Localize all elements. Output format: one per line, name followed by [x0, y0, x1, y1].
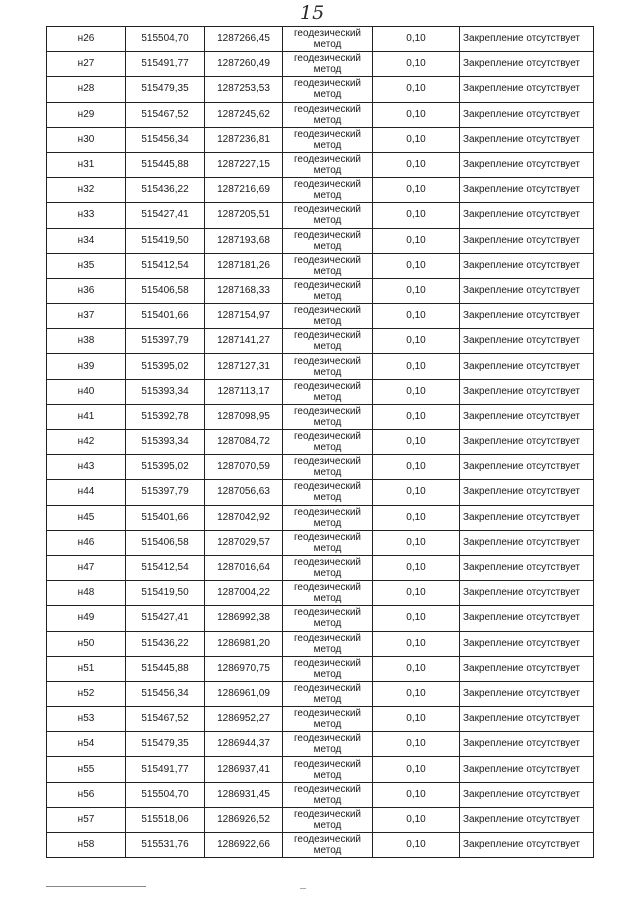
accuracy-cell: 0,10	[373, 480, 460, 505]
y-coordinate-cell: 1287042,92	[205, 505, 283, 530]
point-cell: н41	[47, 404, 126, 429]
accuracy-cell: 0,10	[373, 681, 460, 706]
point-cell: н28	[47, 77, 126, 102]
x-coordinate-cell: 515445,88	[126, 152, 205, 177]
fixing-cell: Закрепление отсутствует	[460, 530, 594, 555]
x-coordinate-cell: 515395,02	[126, 455, 205, 480]
y-coordinate-cell: 1286931,45	[205, 782, 283, 807]
table-row	[47, 52, 594, 77]
accuracy-cell: 0,10	[373, 606, 460, 631]
y-coordinate-cell: 1286992,38	[205, 606, 283, 631]
x-coordinate-cell: 515436,22	[126, 631, 205, 656]
fixing-cell: Закрепление отсутствует	[460, 77, 594, 102]
table-row	[47, 102, 594, 127]
fixing-cell: Закрепление отсутствует	[460, 127, 594, 152]
point-cell: н45	[47, 505, 126, 530]
fixing-cell: Закрепление отсутствует	[460, 833, 594, 858]
accuracy-cell: 0,10	[373, 52, 460, 77]
method-cell: геодезический метод	[283, 379, 373, 404]
table-row	[47, 379, 594, 404]
y-coordinate-cell: 1287004,22	[205, 581, 283, 606]
x-coordinate-cell: 515491,77	[126, 52, 205, 77]
method-cell: геодезический метод	[283, 253, 373, 278]
fixing-cell: Закрепление отсутствует	[460, 430, 594, 455]
table-row	[47, 354, 594, 379]
table-row	[47, 606, 594, 631]
x-coordinate-cell: 515518,06	[126, 807, 205, 832]
method-cell: геодезический метод	[283, 178, 373, 203]
x-coordinate-cell: 515419,50	[126, 581, 205, 606]
method-cell: геодезический метод	[283, 782, 373, 807]
table-row	[47, 757, 594, 782]
method-cell: геодезический метод	[283, 581, 373, 606]
accuracy-cell: 0,10	[373, 707, 460, 732]
point-cell: н43	[47, 455, 126, 480]
y-coordinate-cell: 1287084,72	[205, 430, 283, 455]
y-coordinate-cell: 1287266,45	[205, 27, 283, 52]
accuracy-cell: 0,10	[373, 102, 460, 127]
accuracy-cell: 0,10	[373, 203, 460, 228]
coordinates-table-body	[47, 27, 594, 858]
x-coordinate-cell: 515406,58	[126, 530, 205, 555]
y-coordinate-cell: 1286944,37	[205, 732, 283, 757]
point-cell: н44	[47, 480, 126, 505]
method-cell: геодезический метод	[283, 606, 373, 631]
x-coordinate-cell: 515406,58	[126, 278, 205, 303]
y-coordinate-cell: 1287205,51	[205, 203, 283, 228]
table-row	[47, 732, 594, 757]
method-cell: геодезический метод	[283, 631, 373, 656]
point-cell: н33	[47, 203, 126, 228]
accuracy-cell: 0,10	[373, 430, 460, 455]
point-cell: н36	[47, 278, 126, 303]
table-row	[47, 228, 594, 253]
point-cell: н54	[47, 732, 126, 757]
table-row	[47, 555, 594, 580]
accuracy-cell: 0,10	[373, 404, 460, 429]
x-coordinate-cell: 515531,76	[126, 833, 205, 858]
table-row	[47, 430, 594, 455]
point-cell: н56	[47, 782, 126, 807]
accuracy-cell: 0,10	[373, 782, 460, 807]
table-row	[47, 455, 594, 480]
table-row	[47, 631, 594, 656]
accuracy-cell: 0,10	[373, 27, 460, 52]
table-row	[47, 807, 594, 832]
y-coordinate-cell: 1287260,49	[205, 52, 283, 77]
y-coordinate-cell: 1287127,31	[205, 354, 283, 379]
y-coordinate-cell: 1287168,33	[205, 278, 283, 303]
x-coordinate-cell: 515427,41	[126, 203, 205, 228]
method-cell: геодезический метод	[283, 127, 373, 152]
y-coordinate-cell: 1286937,41	[205, 757, 283, 782]
fixing-cell: Закрепление отсутствует	[460, 304, 594, 329]
point-cell: н30	[47, 127, 126, 152]
x-coordinate-cell: 515491,77	[126, 757, 205, 782]
fixing-cell: Закрепление отсутствует	[460, 631, 594, 656]
accuracy-cell: 0,10	[373, 278, 460, 303]
point-cell: н26	[47, 27, 126, 52]
table-row	[47, 27, 594, 52]
method-cell: геодезический метод	[283, 430, 373, 455]
x-coordinate-cell: 515412,54	[126, 555, 205, 580]
fixing-cell: Закрепление отсутствует	[460, 782, 594, 807]
y-coordinate-cell: 1287154,97	[205, 304, 283, 329]
table-row	[47, 253, 594, 278]
x-coordinate-cell: 515445,88	[126, 656, 205, 681]
fixing-cell: Закрепление отсутствует	[460, 455, 594, 480]
x-coordinate-cell: 515456,34	[126, 681, 205, 706]
y-coordinate-cell: 1287141,27	[205, 329, 283, 354]
x-coordinate-cell: 515397,79	[126, 329, 205, 354]
accuracy-cell: 0,10	[373, 329, 460, 354]
fixing-cell: Закрепление отсутствует	[460, 581, 594, 606]
point-cell: н50	[47, 631, 126, 656]
y-coordinate-cell: 1286961,09	[205, 681, 283, 706]
point-cell: н49	[47, 606, 126, 631]
table-row	[47, 329, 594, 354]
point-cell: н57	[47, 807, 126, 832]
method-cell: геодезический метод	[283, 505, 373, 530]
coordinates-table	[46, 26, 594, 858]
accuracy-cell: 0,10	[373, 178, 460, 203]
x-coordinate-cell: 515504,70	[126, 782, 205, 807]
y-coordinate-cell: 1287016,64	[205, 555, 283, 580]
accuracy-cell: 0,10	[373, 304, 460, 329]
x-coordinate-cell: 515479,35	[126, 732, 205, 757]
fixing-cell: Закрепление отсутствует	[460, 606, 594, 631]
point-cell: н39	[47, 354, 126, 379]
fixing-cell: Закрепление отсутствует	[460, 807, 594, 832]
fixing-cell: Закрепление отсутствует	[460, 52, 594, 77]
accuracy-cell: 0,10	[373, 757, 460, 782]
accuracy-cell: 0,10	[373, 455, 460, 480]
method-cell: геодезический метод	[283, 530, 373, 555]
fixing-cell: Закрепление отсутствует	[460, 379, 594, 404]
fixing-cell: Закрепление отсутствует	[460, 707, 594, 732]
accuracy-cell: 0,10	[373, 656, 460, 681]
x-coordinate-cell: 515467,52	[126, 102, 205, 127]
point-cell: н38	[47, 329, 126, 354]
y-coordinate-cell: 1287227,15	[205, 152, 283, 177]
point-cell: н46	[47, 530, 126, 555]
method-cell: геодезический метод	[283, 304, 373, 329]
table-row	[47, 505, 594, 530]
y-coordinate-cell: 1286970,75	[205, 656, 283, 681]
bottom-mark	[300, 888, 306, 889]
x-coordinate-cell: 515401,66	[126, 304, 205, 329]
table-row	[47, 304, 594, 329]
x-coordinate-cell: 515419,50	[126, 228, 205, 253]
point-cell: н40	[47, 379, 126, 404]
x-coordinate-cell: 515392,78	[126, 404, 205, 429]
table-row	[47, 581, 594, 606]
table-row	[47, 178, 594, 203]
fixing-cell: Закрепление отсутствует	[460, 228, 594, 253]
bottom-rule	[46, 886, 146, 887]
point-cell: н47	[47, 555, 126, 580]
fixing-cell: Закрепление отсутствует	[460, 480, 594, 505]
y-coordinate-cell: 1287181,26	[205, 253, 283, 278]
table-row	[47, 203, 594, 228]
x-coordinate-cell: 515401,66	[126, 505, 205, 530]
y-coordinate-cell: 1287253,53	[205, 77, 283, 102]
method-cell: геодезический метод	[283, 833, 373, 858]
method-cell: геодезический метод	[283, 807, 373, 832]
fixing-cell: Закрепление отсутствует	[460, 732, 594, 757]
y-coordinate-cell: 1287029,57	[205, 530, 283, 555]
point-cell: н53	[47, 707, 126, 732]
accuracy-cell: 0,10	[373, 354, 460, 379]
fixing-cell: Закрепление отсутствует	[460, 203, 594, 228]
method-cell: геодезический метод	[283, 555, 373, 580]
fixing-cell: Закрепление отсутствует	[460, 27, 594, 52]
accuracy-cell: 0,10	[373, 732, 460, 757]
accuracy-cell: 0,10	[373, 530, 460, 555]
method-cell: геодезический метод	[283, 152, 373, 177]
accuracy-cell: 0,10	[373, 631, 460, 656]
x-coordinate-cell: 515456,34	[126, 127, 205, 152]
fixing-cell: Закрепление отсутствует	[460, 253, 594, 278]
page-number: 15	[300, 2, 325, 24]
x-coordinate-cell: 515467,52	[126, 707, 205, 732]
table-row	[47, 530, 594, 555]
x-coordinate-cell: 515427,41	[126, 606, 205, 631]
table-row	[47, 480, 594, 505]
point-cell: н58	[47, 833, 126, 858]
point-cell: н34	[47, 228, 126, 253]
method-cell: геодезический метод	[283, 52, 373, 77]
accuracy-cell: 0,10	[373, 581, 460, 606]
accuracy-cell: 0,10	[373, 127, 460, 152]
x-coordinate-cell: 515393,34	[126, 379, 205, 404]
x-coordinate-cell: 515436,22	[126, 178, 205, 203]
y-coordinate-cell: 1287113,17	[205, 379, 283, 404]
accuracy-cell: 0,10	[373, 505, 460, 530]
y-coordinate-cell: 1287216,69	[205, 178, 283, 203]
table-row	[47, 681, 594, 706]
accuracy-cell: 0,10	[373, 833, 460, 858]
method-cell: геодезический метод	[283, 707, 373, 732]
method-cell: геодезический метод	[283, 656, 373, 681]
fixing-cell: Закрепление отсутствует	[460, 555, 594, 580]
point-cell: н42	[47, 430, 126, 455]
point-cell: н48	[47, 581, 126, 606]
point-cell: н55	[47, 757, 126, 782]
x-coordinate-cell: 515395,02	[126, 354, 205, 379]
accuracy-cell: 0,10	[373, 555, 460, 580]
fixing-cell: Закрепление отсутствует	[460, 152, 594, 177]
table-row	[47, 656, 594, 681]
method-cell: геодезический метод	[283, 732, 373, 757]
table-row	[47, 127, 594, 152]
point-cell: н37	[47, 304, 126, 329]
x-coordinate-cell: 515479,35	[126, 77, 205, 102]
point-cell: н27	[47, 52, 126, 77]
table-row	[47, 833, 594, 858]
y-coordinate-cell: 1287193,68	[205, 228, 283, 253]
method-cell: геодезический метод	[283, 77, 373, 102]
x-coordinate-cell: 515397,79	[126, 480, 205, 505]
table-row	[47, 77, 594, 102]
table-row	[47, 782, 594, 807]
fixing-cell: Закрепление отсутствует	[460, 278, 594, 303]
fixing-cell: Закрепление отсутствует	[460, 757, 594, 782]
x-coordinate-cell: 515393,34	[126, 430, 205, 455]
method-cell: геодезический метод	[283, 757, 373, 782]
fixing-cell: Закрепление отсутствует	[460, 329, 594, 354]
fixing-cell: Закрепление отсутствует	[460, 102, 594, 127]
point-cell: н52	[47, 681, 126, 706]
method-cell: геодезический метод	[283, 278, 373, 303]
method-cell: геодезический метод	[283, 354, 373, 379]
y-coordinate-cell: 1287245,62	[205, 102, 283, 127]
fixing-cell: Закрепление отсутствует	[460, 354, 594, 379]
table-row	[47, 404, 594, 429]
point-cell: н29	[47, 102, 126, 127]
fixing-cell: Закрепление отсутствует	[460, 656, 594, 681]
y-coordinate-cell: 1286926,52	[205, 807, 283, 832]
table-row	[47, 152, 594, 177]
fixing-cell: Закрепление отсутствует	[460, 404, 594, 429]
method-cell: геодезический метод	[283, 404, 373, 429]
x-coordinate-cell: 515504,70	[126, 27, 205, 52]
y-coordinate-cell: 1286922,66	[205, 833, 283, 858]
accuracy-cell: 0,10	[373, 253, 460, 278]
table-row	[47, 278, 594, 303]
method-cell: геодезический метод	[283, 27, 373, 52]
method-cell: геодезический метод	[283, 480, 373, 505]
method-cell: геодезический метод	[283, 329, 373, 354]
method-cell: геодезический метод	[283, 455, 373, 480]
point-cell: н31	[47, 152, 126, 177]
fixing-cell: Закрепление отсутствует	[460, 178, 594, 203]
method-cell: геодезический метод	[283, 102, 373, 127]
point-cell: н32	[47, 178, 126, 203]
fixing-cell: Закрепление отсутствует	[460, 505, 594, 530]
method-cell: геодезический метод	[283, 681, 373, 706]
y-coordinate-cell: 1286981,20	[205, 631, 283, 656]
method-cell: геодезический метод	[283, 203, 373, 228]
y-coordinate-cell: 1287236,81	[205, 127, 283, 152]
point-cell: н51	[47, 656, 126, 681]
y-coordinate-cell: 1287056,63	[205, 480, 283, 505]
y-coordinate-cell: 1286952,27	[205, 707, 283, 732]
table-row	[47, 707, 594, 732]
y-coordinate-cell: 1287070,59	[205, 455, 283, 480]
point-cell: н35	[47, 253, 126, 278]
x-coordinate-cell: 515412,54	[126, 253, 205, 278]
accuracy-cell: 0,10	[373, 807, 460, 832]
accuracy-cell: 0,10	[373, 152, 460, 177]
accuracy-cell: 0,10	[373, 228, 460, 253]
method-cell: геодезический метод	[283, 228, 373, 253]
accuracy-cell: 0,10	[373, 77, 460, 102]
fixing-cell: Закрепление отсутствует	[460, 681, 594, 706]
accuracy-cell: 0,10	[373, 379, 460, 404]
y-coordinate-cell: 1287098,95	[205, 404, 283, 429]
